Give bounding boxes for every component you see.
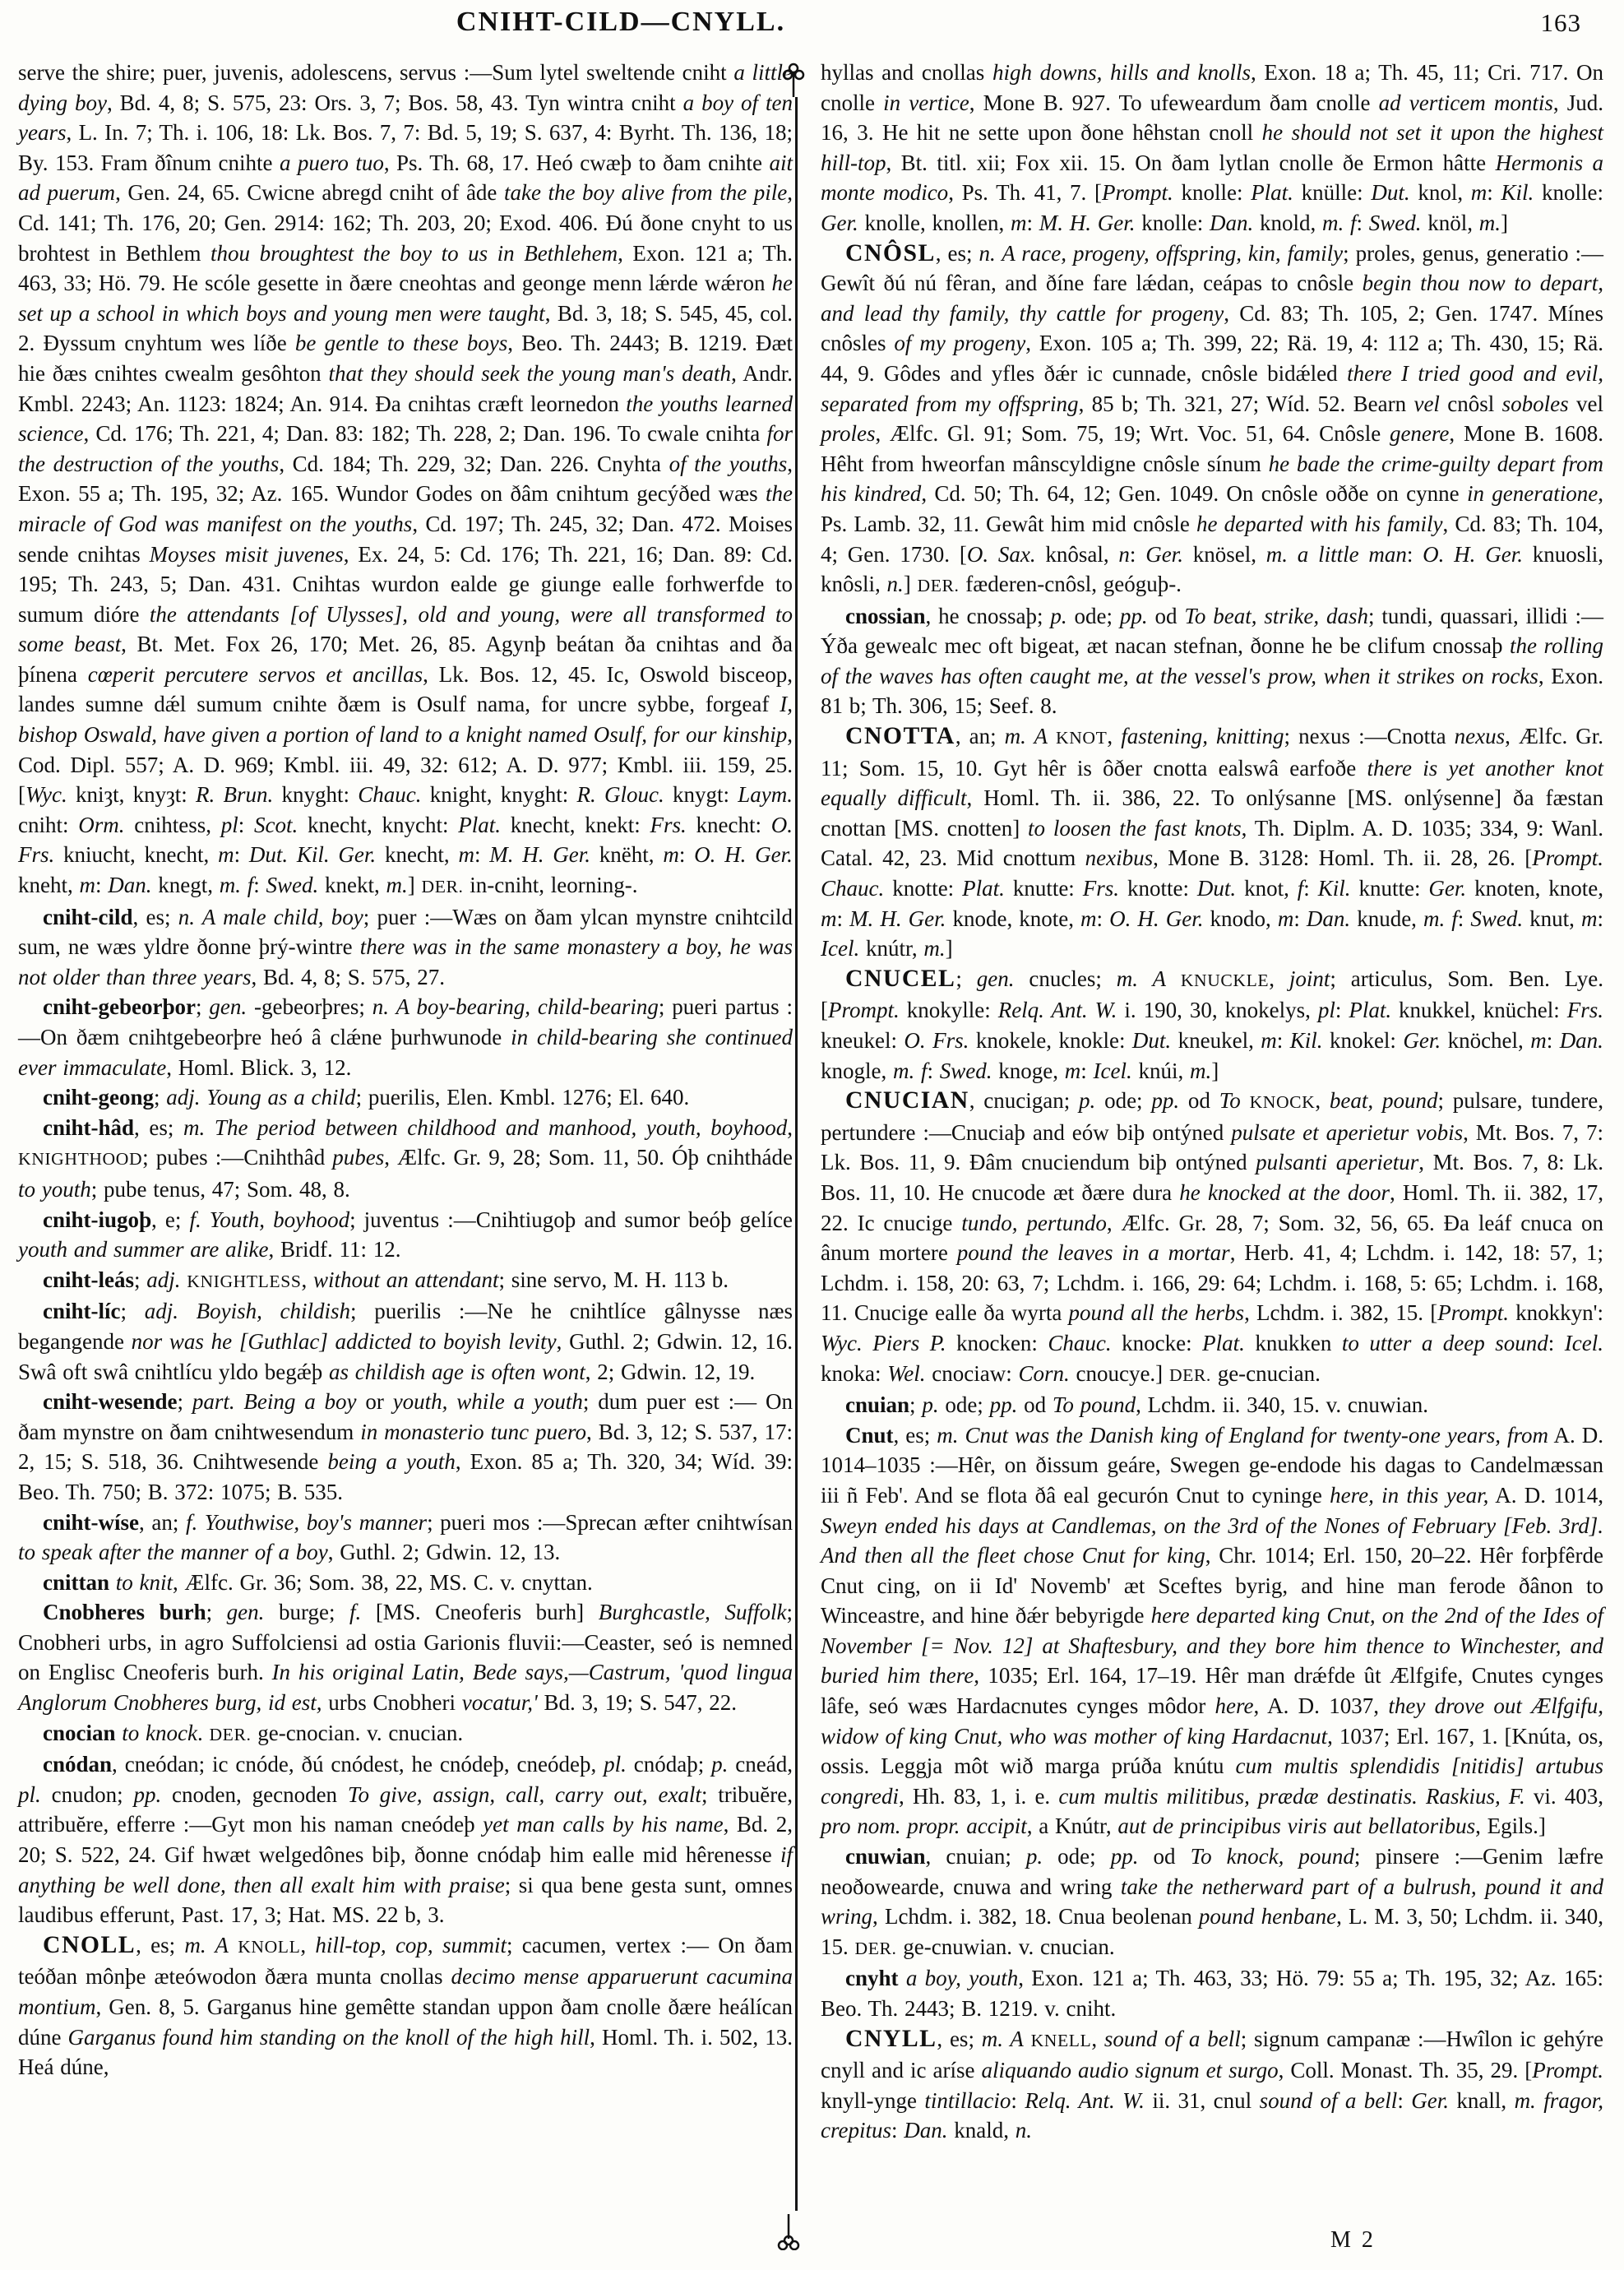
entry-cniht-continuation: serve the shire; puer, juvenis, adolescens, servus :—Sum lytel sweltende cniht a little dying boy, Bd. 4, 8; S. 575, 23: Ors. 3, 7; Bos. 58, 43. Tyn wintra cniht a boy of ten years, L. In. 7; Th. i. 106, 18: Lk. Bos. 7, 7: Bd. 5, 19; S. 637, 4: Byrht. Th. 136, 18; By. 153. Fram ðînum cnihte a puero tuo, Ps. Th. 68, 17. Heó cwæþ to ðam cnihte ait ad puerum, Gen. 24, 65. Cwicne abregd cniht of âde take the boy alive from the pile, Cd. 141; Th. 176, 20; Gen. 2914: 162; Th. 203, 20; Exod. 406. Ðú ðone cnyht to us brohtest in Bethlem thou broughtest the boy to us in Bethlehem, Exon. 121 a; Th. 463, 33; Hö. 79. He scóle gesette in ðære cneohtas and geonge menn lǽrde wǽron he set up a school in which boys and young men were taught, Bd. 3, 18; S. 545, 45, col. 2. Ðyssum cnyhtum wes líðe be gentle to these boys, Beo. Th. 2443; B. 1219. Ðæt hie ðæs cnihtes cwealm gesôhton that they should seek the young man's death, Andr. Kmbl. 2243; An. 1123: 1824; An. 914. Ða cnihtas cræft leornedon the youths learned science, Cd. 176; Th. 221, 4; Dan. 83: 182; Th. 228, 2; Dan. 196. To cwale cnihta for the destruction of the youths, Cd. 184; Th. 229, 32; Dan. 226. Cnyhta of the youths, Exon. 55 a; Th. 195, 32; Az. 165. Wundor Godes on ðâm cnihtum gecýðed wæs the miracle of God was manifest on the youths, Cd. 197; Th. 245, 32; Dan. 472. Moises sende cnihtas Moyses misit juvenes, Ex. 24, 5: Cd. 176; Th. 221, 16; Dan. 89: Cd. 195; Th. 243, 5; Dan. 431. Cnihtas wurdon ealde ge giunge ealle forhwerfde to sumum dióre the attendants [of Ulysses], old and young, were all transformed to some beast, Bt. Met. Fox 26, 170; Met. 26, 85. Agynþ beátan ða cnihtas and ða þínena cœperit percutere servos et ancillas, Lk. Bos. 12, 45. Ic, Oswold bisceop, landes sumne dǽl sumum cnihte ðæm is Osulf nama, for uncre sybbe, forgeaf I, bishop Oswald, have given a portion of land to a knight named Osulf, for our kinship, Cod. Dipl. 557; A. D. 969; Kmbl. iii. 49, 32: 612; A. D. 977; Kmbl. iii. 159, 25. [Wyc. kniȝt, knyȝt: R. Brun. knyght: Chauc. knight, knyght: R. Glouc. knygt: Laym. cniht: Orm. cnihtess, pl: Scot. knecht, knycht: Plat. knecht, knekt: Frs. knecht: O. Frs. kniucht, knecht, m: Dut. Kil. Ger. knecht, m: M. H. Ger. knëht, m: O. H. Ger. kneht, m: Dan. knegt, m. f: Swed. knekt, m.] DER. in-cniht, leorning-.	[18, 60, 793, 898]
entry-cnosl: CNÔSL, es; n. A race, progeny, offspring, kin, family; proles, genus, generatio :—Gewît ðú nú fêran, and ðíne fare lǽdan, ceápas to cnôsle begin thou now to depart, and lead thy family, thy cattle for progeny, Cd. 83; Th. 105, 2; Gen. 1747. Mínes cnôsles of my progeny, Exon. 105 a; Th. 399, 22; Rä. 19, 4: 112 a; Th. 430, 15; Rä. 44, 9. Gôdes and yfles ðǽr ic cunnade, cnôsle bidǽled there I tried good and evil, separated from my offspring, 85 b; Th. 321, 27; Wíd. 52. Bearn vel cnôsl soboles vel proles, Ælfc. Gl. 91; Som. 75, 19; Wrt. Voc. 51, 64. Cnôsle genere, Mone B. 1608. Hêht from hweorfan mânscyldigne cnôsle sínum he bade the crime-guilty depart from his kindred, Cd. 50; Th. 64, 12; Gen. 1049. On cnôsle oððe on cynne in generatione, Ps. Lamb. 32, 11. Gewât him mid cnôsle he departed with his family, Cd. 83; Th. 104, 4; Gen. 1730. [O. Sax. knôsal, n: Ger. knösel, m. a little man: O. H. Ger. knuosli, knôsli, n.] DER. fæderen-cnôsl, geóguþ-.	[821, 239, 1604, 597]
entry-cniht-had: cniht-hâd, es; m. The period between childhood and manhood, youth, boyhood, KNIGHTHOOD; pubes :—Cnihthâd pubes, Ælfc. Gr. 9, 28; Som. 11, 50. Óþ cnihtháde to youth; pube tenus, 47; Som. 48, 8.	[18, 1114, 793, 1202]
entry-cniht-lic: cniht-líc; adj. Boyish, childish; puerilis :—Ne he cnihtlíce gâlnysse næs begangende nor was he [Guthlac] addicted to boyish levity, Guthl. 2; Gdwin. 12, 16. Swâ oft swâ cnihtlícu yldo begǽþ as childish age is often wont, 2; Gdwin. 12, 19.	[18, 1299, 793, 1384]
entry-cnoll-continuation: hyllas and cnollas high downs, hills and knolls, Exon. 18 a; Th. 45, 11; Cri. 717. On cnolle in vertice, Mone B. 927. To ufeweardum ðam cnolle ad verticem montis, Jud. 16, 3. He hit ne sette upon ðone hêhstan cnoll he should not set it upon the highest hill-top, Bt. titl. xii; Fox xii. 15. On ðam lytlan cnolle ðe Ermon hâtte Hermonis a monte modico, Ps. Th. 41, 7. [Prompt. knolle: Plat. knülle: Dut. knol, m: Kil. knolle: Ger. knolle, knollen, m: M. H. Ger. knolle: Dan. knold, m. f: Swed. knöl, m.]	[821, 60, 1603, 235]
entry-cniht-gebeorthor: cniht-gebeorþor; gen. -gebeorþres; n. A boy-bearing, child-bearing; pueri partus :—On ðæm cnihtgebeorþre heó â clǽne þurhwunode in child-bearing she continued ever immaculate, Homl. Blick. 3, 12.	[18, 994, 793, 1080]
entry-cnotta: CNOTTA, an; m. A KNOT, fastening, knitting; nexus :—Cnotta nexus, Ælfc. Gr. 11; Som. 15, 10. Gyt hêr is ôðer cnotta ealswâ earfoðe there is yet another knot equally difficult, Homl. Th. ii. 386, 22. To onlýsanne [MS. onlýsenne] ða fæstan cnottan [MS. cnotten] to loosen the fast knots, Th. Diplm. A. D. 1035; 334, 9: Wanl. Catal. 42, 23. Mid cnottum nexibus, Mone B. 3128: Homl. Th. ii. 28, 26. [Prompt. Chauc. knotte: Plat. knutte: Frs. knotte: Dut. knot, f: Kil. knutte: Ger. knoten, knote, m: M. H. Ger. knode, knote, m: O. H. Ger. knodo, m: Dan. knude, m. f: Swed. knut, m: Icel. knútr, m.]	[821, 723, 1604, 961]
column-divider-rule	[795, 97, 798, 2211]
right-column	[821, 58, 1603, 2146]
entry-cnyll: CNYLL, es; m. A KNELL, sound of a bell; signum campanæ :—Hwîlon ic gehýre cnyll and ic aríse aliquando audio signum et surgo, Coll. Monast. Th. 35, 29. [Prompt. knyll-ynge tintillacio: Relq. Ant. W. ii. 31, cnul sound of a bell: Ger. knall, m. fragor, crepitus: Dan. knald, n.	[821, 2025, 1604, 2143]
left-column	[18, 58, 793, 2082]
printer-ornament-icon	[776, 2214, 801, 2250]
entry-cnucel: CNUCEL; gen. cnucles; m. A KNUCKLE, joint; articulus, Som. Ben. Lye. [Prompt. knokylle: Relq. Ant. W. i. 190, 30, knokelys, pl: Plat. knukkel, knüchel: Frs. kneukel: O. Frs. knokele, knokle: Dut. kneukel, m: Kil. knokel: Ger. knöchel, m: Dan. knogle, m. f: Swed. knoge, m: Icel. knúi, m.]	[821, 965, 1603, 1083]
running-title: CNIHT-CILD—CNYLL.	[456, 7, 786, 37]
entry-cnodan: cnódan, cneódan; ic cnóde, ðú cnódest, he cnódeþ, cneódeþ, pl. cnódaþ; p. cneád, pl. cnudon; pp. cnoden, gecnoden To give, assign, call, carry out, exalt; tribuĕre, attribuĕre, efferre :—Gyt mon his naman cneódeþ yet man calls by his name, Bd. 2, 20; S. 522, 24. Gif hwæt welgedônes biþ, ðonne cnódaþ him ealle mid hêrenesse if anything be well done, then all exalt him with praise; si qua bene gesta sunt, omnes laudibus efferunt, Past. 17, 3; Hat. MS. 22 b, 3.	[18, 1752, 793, 1928]
entry-cnossian: cnossian, he cnossaþ; p. ode; pp. od To beat, strike, dash; tundi, quassari, illidi :—Ýða gewealc mec oft bigeat, æt nacan stefnan, ðonne he be clifum cnossaþ the rolling of the waves has often caught me, at the vessel's prow, when it strikes on rocks, Exon. 81 b; Th. 306, 15; Seef. 8.	[821, 603, 1604, 719]
page-number: 163	[1540, 8, 1581, 37]
entry-cnoll: CNOLL, es; m. A KNOLL, hill-top, cop, summit; cacumen, vertex :— On ðam teóðan mônþe æteówodon ðæra munta cnollas decimo mense apparuerunt cacumina montium, Gen. 8, 5. Garganus hine gemêtte standan uppon ðam cnolle ðære heálícan dúne Garganus found him standing on the knoll of the high hill, Homl. Th. i. 502, 13. Heá dúne,	[18, 1931, 793, 2080]
entry-cnuwian: cnuwian, cnuian; p. ode; pp. od To knock, pound; pinsere :—Genim læfre neoðowearde, cnuwa and wring take the netherward part of a bulrush, pound it and wring, Lchdm. i. 382, 18. Cnua beolenan pound henbane, L. M. 3, 50; Lchdm. ii. 340, 15. DER. ge-cnuwian. v. cnucian.	[821, 1844, 1603, 1959]
entry-cnyht: cnyht a boy, youth, Exon. 121 a; Th. 463, 33; Hö. 79: 55 a; Th. 195, 32; Az. 165: Beo. Th. 2443; B. 1219. v. cniht.	[821, 1966, 1603, 2021]
entry-cnuian: cnuian; p. ode; pp. od To pound, Lchdm. ii. 340, 15. v. cnuwian.	[845, 1392, 1429, 1418]
entry-cnobheres-burh: Cnobheres burh; gen. burge; f. [MS. Cneoferis burh] Burghcastle, Suffolk; Cnobheri urbs, in agro Suffolciensi ad ostia Garionis fluvii:—Ceaster, seó is nemned on Englisc Cneoferis burh. In his original Latin, Bede says,—Castrum, 'quod lingua Anglorum Cnobheres burg, id est, urbs Cnobheri vocatur,' Bd. 3, 19; S. 547, 22.	[18, 1600, 793, 1716]
entry-cniht-wise: cniht-wíse, an; f. Youthwise, boy's manner; pueri mos :—Sprecan æfter cnihtwísan to speak after the manner of a boy, Guthl. 2; Gdwin. 12, 13.	[18, 1509, 793, 1565]
entry-cnucian: CNUCIAN, cnucigan; p. ode; pp. od To KNOCK, beat, pound; pulsare, tundere, pertundere :—Cnuciaþ and eów biþ ontýned pulsate et aperietur vobis, Mt. Bos. 7, 7: Lk. Bos. 11, 9. Ðâm cnuciendum biþ ontýned pulsanti aperietur, Mt. Bos. 7, 8: Lk. Bos. 11, 10. He cnucode æt ðære dura he knocked at the door, Homl. Th. ii. 382, 17, 22. Ic cnucige tundo, pertundo, Ælfc. Gr. 28, 7; Som. 32, 56, 65. Ða leáf cnuca on ânum mortere pound the leaves in a mortar, Herb. 41, 4; Lchdm. i. 142, 18: 57, 1; Lchdm. i. 158, 20: 63, 7; Lchdm. i. 166, 29: 64; Lchdm. i. 168, 5: 65; Lchdm. i. 168, 11. Cnucige ealle ða wyrta pound all the herbs, Lchdm. i. 382, 15. [Prompt. knokkyn': Wyc. Piers P. knocken: Chauc. knocke: Plat. knukken to utter a deep sound: Icel. knoka: Wel. cnociaw: Corn. cnoucye.] DER. ge-cnucian.	[821, 1087, 1604, 1386]
entry-cnocian: cnocian to knock. DER. ge-cnocian. v. cnucian.	[43, 1720, 464, 1745]
printer-signature: M 2	[1330, 2227, 1376, 2253]
entry-cniht-iugoth: cniht-iugoþ, e; f. Youth, boyhood; juventus :—Cnihtiugoþ and sumor beóþ gelíce youth and summer are alike, Bridf. 11: 12.	[18, 1207, 793, 1262]
entry-cniht-leas: cniht-leás; adj. KNIGHTLESS, without an attendant; sine servo, M. H. 113 b.	[43, 1267, 729, 1292]
entry-cniht-cild: cniht-cild, es; n. A male child, boy; puer :—Wæs on ðam ylcan mynstre cnihtcild sum, ne wæs yldre ðonne þrý-wintre there was in the same monastery a boy, he was not older than three years, Bd. 4, 8; S. 575, 27.	[18, 904, 793, 989]
entry-cniht-wesende: cniht-wesende; part. Being a boy or youth, while a youth; dum puer est :— On ðam mynstre on ðam cnihtwesendum in monasterio tunc puero, Bd. 3, 12; S. 537, 17: 2, 15; S. 518, 36. Cnihtwesende being a youth, Exon. 85 a; Th. 320, 34; Wíd. 39: Beo. Th. 750; B. 372: 1075; B. 535.	[18, 1389, 793, 1504]
entry-cnut: Cnut, es; m. Cnut was the Danish king of England for twenty-one years, from A. D. 1014–1035 :—Hêr, on ðissum geáre, Swegen ge-endode his dagas to Candelmæssan iii ñ Feb'. And se flota ðâ eal gecurón Cnut to cyninge here, in this year, A. D. 1014, Sweyn ended his days at Candlemas, on the 3rd of the Nones of February [Feb. 3rd]. And then all the fleet chose Cnut for king, Chr. 1014; Erl. 150, 20–22. Hêr forþfêrde Cnut cing, on ii Id' Novemb' æt Sceftes byrig, and hine man ferode ðânon to Winceastre, and hine ðǽr bebyrigde here departed king Cnut, on the 2nd of the Ides of November [= Nov. 12] at Shaftesbury, and they bore him thence to Winchester, and buried him there, 1035; Erl. 164, 17–19. Hêr man drǽfde ût Ælfgife, Cnutes cynges lâfe, seó wæs Hardacnutes cynges môdor here, A. D. 1037, they drove out Ælfgifu, widow of king Cnut, who was mother of king Hardacnut, 1037; Erl. 167, 1. [Knúta, os, ossis. Leggja môt wið marga prúða knútu cum multis splendidis [nitidis] artubus congredi, Hh. 83, 1, i. e. cum multis militibus, prædæ destinatis. Raskius, F. vi. 403, pro nom. propr. accipit, a Knútr, aut de principibus viris aut bellatoribus, Egils.]	[821, 1422, 1604, 1839]
entry-cnittan: cnittan to knit, Ælfc. Gr. 36; Som. 38, 22, MS. C. v. cnyttan.	[43, 1569, 593, 1595]
entry-cniht-geong: cniht-geong; adj. Young as a child; puerilis, Elen. Kmbl. 1276; El. 640.	[43, 1085, 690, 1110]
